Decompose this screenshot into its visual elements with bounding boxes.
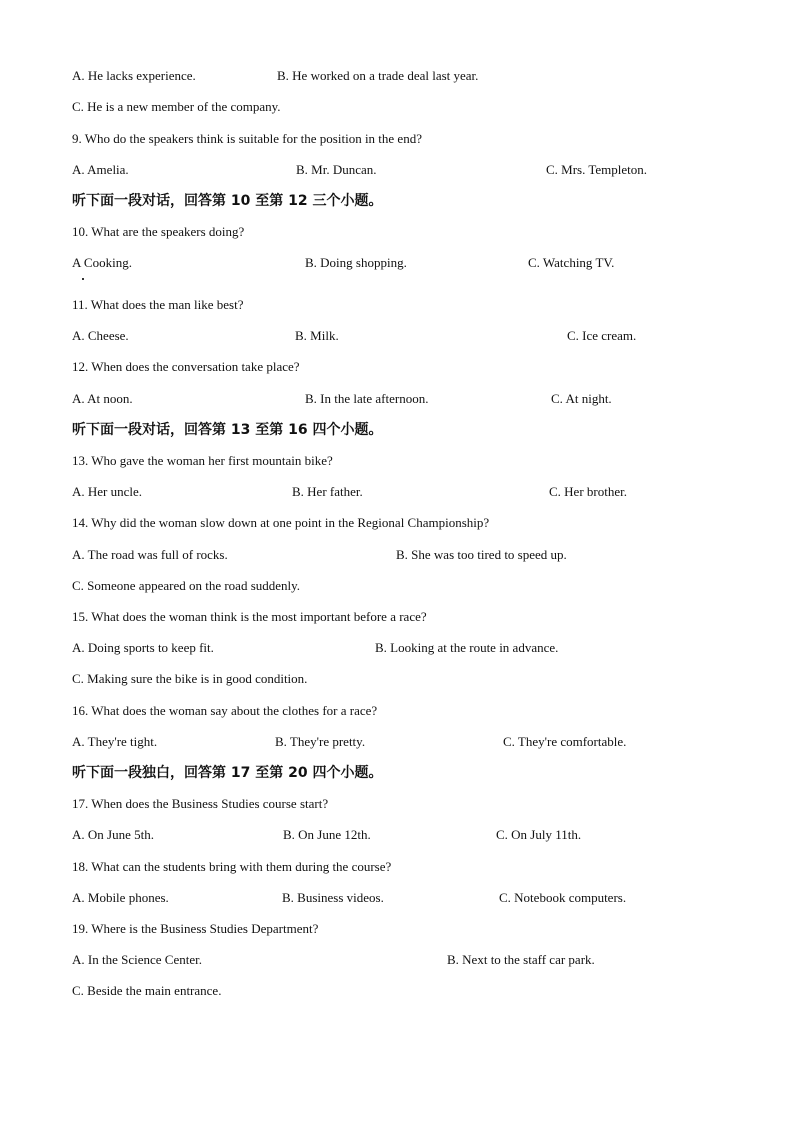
q15-option-c: C. Making sure the bike is in good condition.: [72, 671, 308, 686]
q15-option-b: B. Looking at the route in advance.: [375, 640, 559, 655]
q18-options: [72, 888, 722, 908]
q10-question: 10. What are the speakers doing?: [72, 224, 245, 239]
q16-option-a: A. They're tight.: [72, 734, 158, 749]
q14-option-b: B. She was too tired to speed up.: [396, 547, 567, 562]
q12-question: 12. When does the conversation take place?: [72, 359, 300, 374]
q15-question: 15. What does the woman think is the most important before a race?: [72, 609, 427, 624]
q12-option-c: C. At night.: [551, 391, 612, 406]
q17-question: 17. When does the Business Studies course start?: [72, 796, 329, 811]
q18-option-b: B. Business videos.: [282, 890, 384, 905]
q17-option-b: B. On June 12th.: [283, 827, 371, 842]
q17-option-a: A. On June 5th.: [72, 827, 154, 842]
q9-option-a: A. Amelia.: [72, 162, 129, 177]
q19-option-b: B. Next to the staff car park.: [447, 952, 595, 967]
q16-option-b: B. They're pretty.: [275, 734, 366, 749]
q13-option-c: C. Her brother.: [549, 484, 627, 499]
q9-option-c: C. Mrs. Templeton.: [546, 162, 648, 177]
q14-options-row-1: [72, 545, 722, 565]
q12-options: [72, 389, 722, 409]
section-heading-10-12: 听下面一段对话，回答第 10 至第 12 三个小题。: [72, 193, 383, 209]
q13-options: [72, 482, 722, 502]
q8-option-a: A. He lacks experience.: [72, 68, 196, 83]
section-heading-17-20: 听下面一段独白，回答第 17 至第 20 四个小题。: [72, 765, 383, 781]
q14-question: 14. Why did the woman slow down at one point in the Regional Championship?: [72, 515, 490, 530]
q8-option-c: C. He is a new member of the company.: [72, 99, 281, 114]
q19-option-c: C. Beside the main entrance.: [72, 983, 222, 998]
q8-options-row-1: [72, 66, 722, 86]
q10-option-b: B. Doing shopping.: [305, 255, 407, 270]
q11-question: 11. What does the man like best?: [72, 297, 244, 312]
q13-question: 13. Who gave the woman her first mountain bike?: [72, 453, 333, 468]
q9-option-b: B. Mr. Duncan.: [296, 162, 377, 177]
section-heading-13-16: 听下面一段对话，回答第 13 至第 16 四个小题。: [72, 422, 383, 438]
q12-option-a: A. At noon.: [72, 391, 133, 406]
q15-option-a: A. Doing sports to keep fit.: [72, 640, 214, 655]
q11-option-a: A. Cheese.: [72, 328, 129, 343]
q16-question: 16. What does the woman say about the clothes for a race?: [72, 703, 378, 718]
q16-options: [72, 732, 722, 752]
q8-option-b: B. He worked on a trade deal last year.: [277, 68, 479, 83]
q11-options: [72, 326, 722, 346]
q12-option-b: B. In the late afternoon.: [305, 391, 429, 406]
q11-option-c: C. Ice cream.: [567, 328, 637, 343]
q18-option-a: A. Mobile phones.: [72, 890, 169, 905]
q19-question: 19. Where is the Business Studies Department?: [72, 921, 319, 936]
q18-option-c: C. Notebook computers.: [499, 890, 627, 905]
q14-option-a: A. The road was full of rocks.: [72, 547, 228, 562]
q10-option-a: A Cooking.: [72, 255, 132, 270]
stray-dot-mark: [82, 278, 84, 280]
q9-question: 9. Who do the speakers think is suitable for the position in the end?: [72, 131, 422, 146]
q10-option-c: C. Watching TV.: [528, 255, 615, 270]
q17-options: [72, 825, 722, 845]
q10-options: [72, 253, 722, 273]
q14-option-c: C. Someone appeared on the road suddenly.: [72, 578, 301, 593]
q18-question: 18. What can the students bring with them during the course?: [72, 859, 392, 874]
q13-option-b: B. Her father.: [292, 484, 363, 499]
q19-option-a: A. In the Science Center.: [72, 952, 202, 967]
q16-option-c: C. They're comfortable.: [503, 734, 627, 749]
q17-option-c: C. On July 11th.: [496, 827, 582, 842]
q11-option-b: B. Milk.: [295, 328, 339, 343]
q15-options-row-1: [72, 638, 722, 658]
q13-option-a: A. Her uncle.: [72, 484, 143, 499]
q19-options-row-1: [72, 950, 722, 970]
q9-options: [72, 160, 722, 180]
